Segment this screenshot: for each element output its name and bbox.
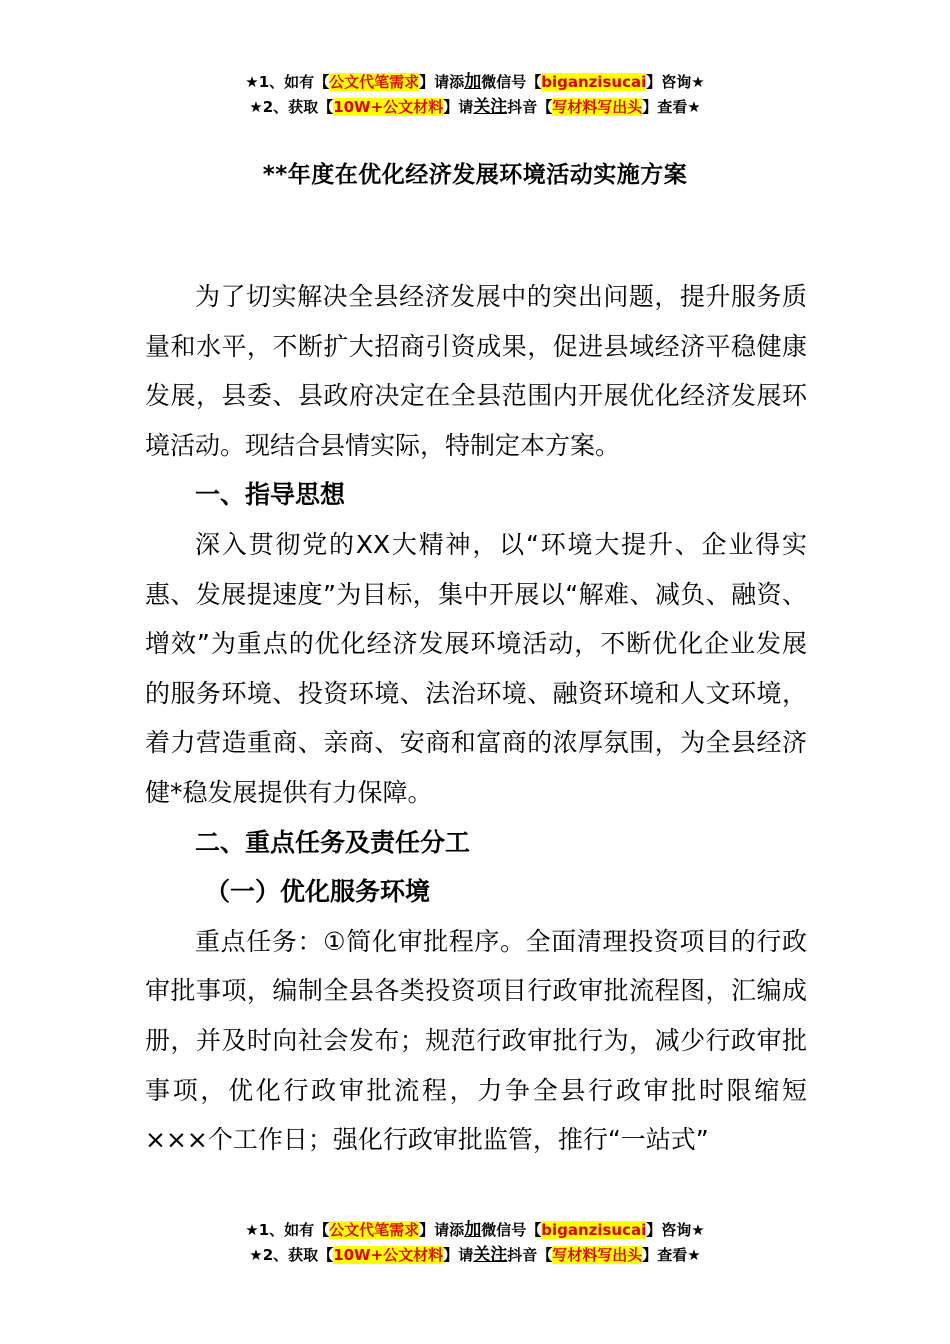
banner-text: 】查看★ xyxy=(642,1246,701,1264)
banner-underline: 关注 xyxy=(473,1245,508,1265)
section-heading-tasks: 二、重点任务及责任分工 xyxy=(195,827,471,857)
banner-text: 抖音【 xyxy=(507,1246,553,1264)
banner-wechat-id: biganzisucai xyxy=(541,73,647,91)
banner-wechat-id: biganzisucai xyxy=(541,1221,647,1239)
intro-paragraph: 为了切实解决全县经济发展中的突出问题，提升服务质量和水平，不断扩大招商引资成果，促进县域经济平稳健康发展，县委、县政府决定在全县范围内开展优化经济发展环境活动。现结合县情实际，特制定本方案。 xyxy=(145,282,807,460)
banner-underline: 加 xyxy=(464,1220,482,1240)
banner-douyin-id: 写材料写出头 xyxy=(552,98,643,116)
banner-line-1 xyxy=(0,70,950,95)
banner-text: 】请 xyxy=(443,98,474,116)
banner-underline: 关注 xyxy=(473,97,508,117)
guiding-paragraph: 深入贯彻党的XX大精神，以“环境大提升、企业得实惠、发展提速度”为目标，集中开展以“解难、减负、融资、增效”为重点的优化经济发展环境活动，不断优化企业发展的服务环境、投资环境、法治环境、融资环境和人文环境，着力营造重商、亲商、安商和富商的浓厚氛围，为全县经济健*稳发展提供有力保障。 xyxy=(145,529,807,807)
subsection-heading-service: （一）优化服务环境 xyxy=(205,877,431,907)
banner-text: 】咨询★ xyxy=(646,73,705,91)
banner-text: 】请添 xyxy=(419,1221,465,1239)
banner-highlight: 公文代笔需求 xyxy=(329,1221,420,1239)
banner-text: 抖音【 xyxy=(507,98,553,116)
banner-text: ★2、获取【 xyxy=(249,1246,334,1264)
task-paragraph: 重点任务：①简化审批程序。全面清理投资项目的行政审批事项，编制全县各类投资项目行政审批流程图，汇编成册，并及时向社会发布；规范行政审批行为，减少行政审批事项，优化行政审批流程，力争全县行政审批时限缩短×××个工作日；强化行政审批监管，推行“一站式” xyxy=(145,926,807,1155)
document-body xyxy=(145,272,807,1165)
banner-text: 微信号【 xyxy=(481,1221,542,1239)
banner-highlight: 10W+公文材料 xyxy=(333,98,444,116)
banner-text: 】咨询★ xyxy=(646,1221,705,1239)
banner-text: 】请 xyxy=(443,1246,474,1264)
banner-line-2 xyxy=(0,95,950,120)
banner-text: ★1、如有【 xyxy=(245,73,330,91)
banner-highlight: 公文代笔需求 xyxy=(329,73,420,91)
banner-text: 】查看★ xyxy=(642,98,701,116)
section-heading-guiding: 一、指导思想 xyxy=(195,480,346,510)
banner-text: ★2、获取【 xyxy=(249,98,334,116)
document-title: **年度在优化经济发展环境活动实施方案 xyxy=(262,162,688,188)
footer-banner xyxy=(0,1218,950,1268)
banner-line-2 xyxy=(0,1243,950,1268)
banner-text: ★1、如有【 xyxy=(245,1221,330,1239)
banner-text: 微信号【 xyxy=(481,73,542,91)
banner-text: 】请添 xyxy=(419,73,465,91)
banner-underline: 加 xyxy=(464,72,482,92)
header-banner xyxy=(0,70,950,120)
banner-douyin-id: 写材料写出头 xyxy=(552,1246,643,1264)
banner-line-1 xyxy=(0,1218,950,1243)
banner-highlight: 10W+公文材料 xyxy=(333,1246,444,1264)
